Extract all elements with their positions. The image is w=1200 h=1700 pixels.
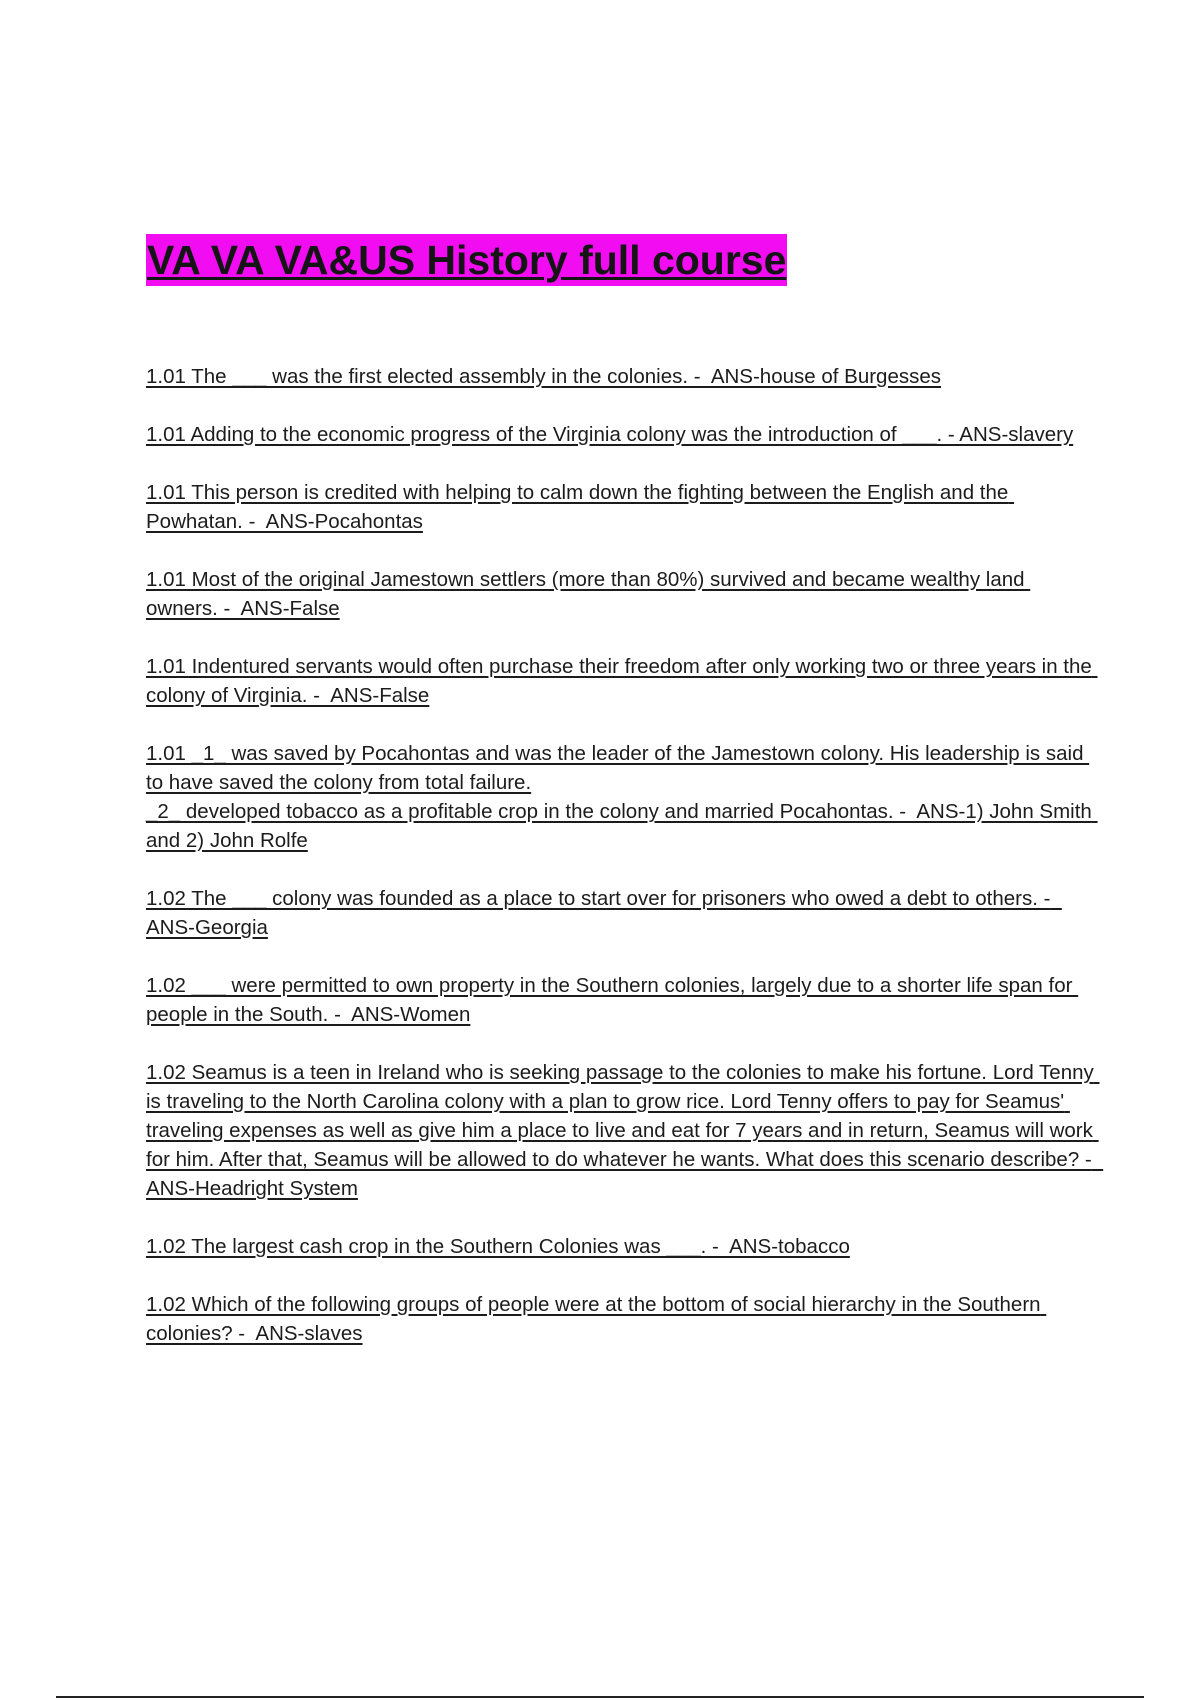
question-item: 1.02 The ___ colony was founded as a place to start over for prisoners who owed a debt to others. - ANS-Georgia [146, 887, 1062, 939]
title-block [146, 234, 787, 286]
question-item: 1.01 Most of the original Jamestown settlers (more than 80%) survived and became wealthy land owners. - ANS-False [146, 568, 1031, 620]
question-item: 1.01 Indentured servants would often purchase their freedom after only working two or three years in the colony of Virginia. - ANS-False [146, 655, 1098, 707]
question-item: 1.01 This person is credited with helping to calm down the fighting between the English and the Powhatan. - ANS-Pocahontas [146, 481, 1015, 533]
question-item: 1.01 Adding to the economic progress of the Virginia colony was the introduction of ___. - ANS-slavery [146, 423, 1074, 446]
question-item: 1.02 Which of the following groups of people were at the bottom of social hierarchy in the Southern colonies? - ANS-slaves [146, 1293, 1047, 1345]
question-item: 1.02 ___ were permitted to own property in the Southern colonies, largely due to a shorter life span for people in the South. - ANS-Women [146, 974, 1079, 1026]
question-item: 1.01 _1_ was saved by Pocahontas and was the leader of the Jamestown colony. His leadership is said to have saved the colony from total failure. _2_ developed tobacco as a profitable crop in the colony and married Pocahontas. - ANS-1) John Smith and 2) John Rolfe [146, 742, 1092, 852]
question-item: 1.02 The largest cash crop in the Southern Colonies was ___. - ANS-tobacco [146, 1235, 850, 1258]
question-item: 1.01 The ___ was the first elected assembly in the colonies. - ANS-house of Burgesses [146, 365, 941, 388]
question-item: 1.02 Seamus is a teen in Ireland who is seeking passage to the colonies to make his fortune. Lord Tenny is traveling to the North Carolina colony with a plan to grow rice. Lord Tenny offers to pay for Seamus' traveling expenses as well as give him a place to live and eat for 7 years and in return, Seamus will work for him. After that, Seamus will be allowed to do whatever he wants. What does this scenario describe? - ANS-Headright System [146, 1061, 1104, 1200]
question-list [146, 362, 1104, 1377]
footer-divider [56, 1696, 1144, 1698]
document-title: VA VA VA&US History full course [146, 234, 787, 286]
